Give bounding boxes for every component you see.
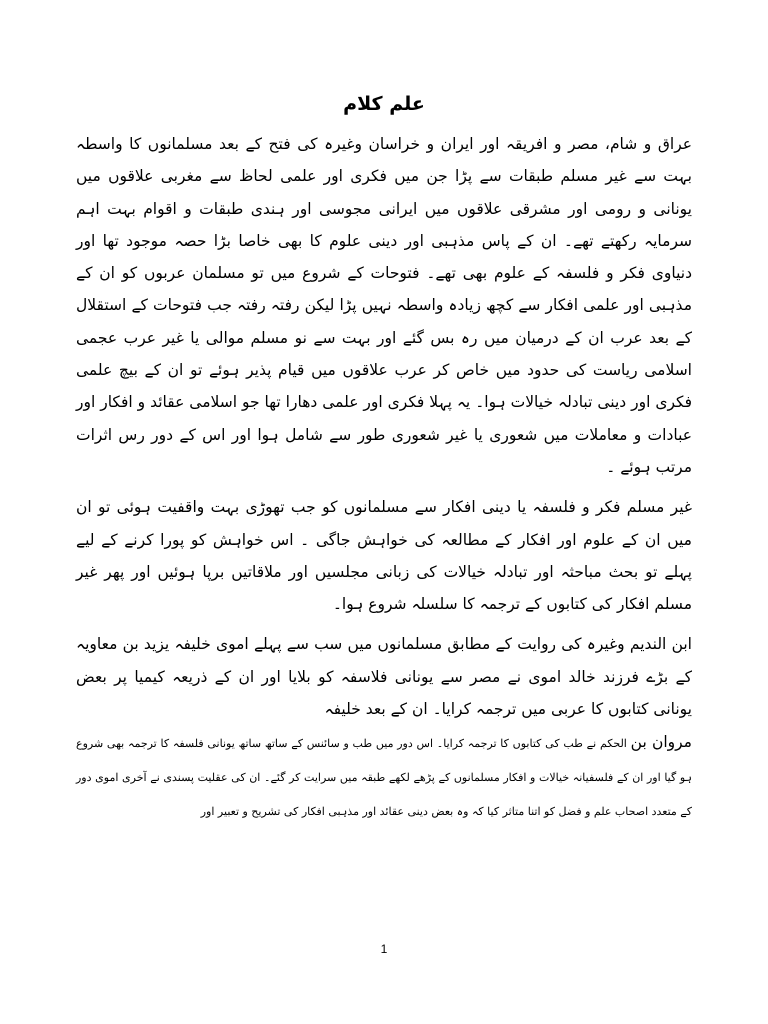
document-page	[76, 88, 692, 829]
paragraph-3: ابن الندیم وغیرہ کی روایت کے مطابق مسلمانوں میں سب سے پہلے اموی خلیفہ یزید بن معاویہ کے بڑے فرزند خالد اموی نے مصر سے یونانی فلاسفہ کو بلایا اور ان کے ذریعہ کیمیا پر بعض یونانی کتابوں کا عربی میں ترجمہ کرایا۔ ان کے بعد خلیفہ	[76, 635, 692, 719]
page-number: 1	[380, 942, 388, 956]
paragraph-gap	[76, 483, 692, 491]
document-title: علم کلام	[343, 93, 425, 115]
paragraph-4	[76, 725, 692, 829]
paragraph-2: غیر مسلم فکر و فلسفہ یا دینی افکار سے مسلمانوں کو جب تھوڑی بہت واقفیت ہوئی تو ان میں ان کے علوم اور افکار کے مطالعہ کی خواہش جاگی ۔ اس خواہش کو پورا کرنے کے لیے پہلے تو بحث مباحثہ اور تبادلہ خیالات کی زبانی مجلسیں اور ملاقاتیں برپا ہوئیں اور پھر غیر مسلم افکار کی کتابوں کے ترجمہ کا سلسلہ شروع ہوا۔	[76, 498, 692, 614]
paragraph-1: عراق و شام، مصر و افریقہ اور ایران و خراسان وغیرہ کی فتح کے بعد مسلمانوں کا واسطہ بہت سے غیر مسلم طبقات سے پڑا جن میں فکری اور علمی لحاظ سے مغربی علاقوں میں یونانی و رومی اور مشرقی علاقوں میں ایرانی مجوسی اور ہندی طبقات و اقوام بہت اہم سرمایہ رکھتے تھے۔ ان کے پاس مذہبی اور دینی علوم کا بھی خاصا بڑا حصہ موجود تھا اور دنیاوی فکر و فلسفہ کے علوم بھی تھے۔ فتوحات کے شروع میں تو مسلمان عربوں کو ان کے مذہبی اور علمی افکار سے کچھ زیادہ واسطہ نہیں پڑا لیکن رفتہ رفتہ جب فتوحات کے استقلال کے بعد عرب ان کے درمیان میں رہ بس گئے اور بہت سے نو مسلم موالی یا غیر عرب عجمی اسلامی ریاست کی حدود میں خاص کر عرب علاقوں میں قیام پذیر ہوئے تو ان کے بیچ علمی فکری اور دینی تبادلہ خیالات ہوا۔ یہ پہلا فکری اور علمی دھارا تھا جو اسلامی عقائد و افکار اور عبادات و معاملات میں شعوری یا غیر شعوری طور سے شامل ہوا اور اس کے دور رس اثرات مرتب ہوئے ۔	[76, 135, 692, 476]
paragraph-4-lead: مروان بن	[630, 733, 692, 752]
paragraph-gap	[76, 620, 692, 628]
paragraph-4-body: الحکم نے طب کی کتابوں کا ترجمہ کرایا۔ اس دور میں طب و سائنس کے ساتھ ساتھ یونانی فلسفہ کا ترجمہ بھی شروع ہو گیا اور ان کے فلسفیانہ خیالات و افکار مسلمانوں کے پڑھے لکھے طبقہ میں سرایت کر گئے۔ ان کی عقلیت پسندی نے آخری اموی دور کے متعدد اصحاب علم و فضل کو اتنا متاثر کیا کہ وہ بعض دینی عقائد اور مذہبی افکار کی تشریح و تعبیر اور	[76, 737, 692, 819]
